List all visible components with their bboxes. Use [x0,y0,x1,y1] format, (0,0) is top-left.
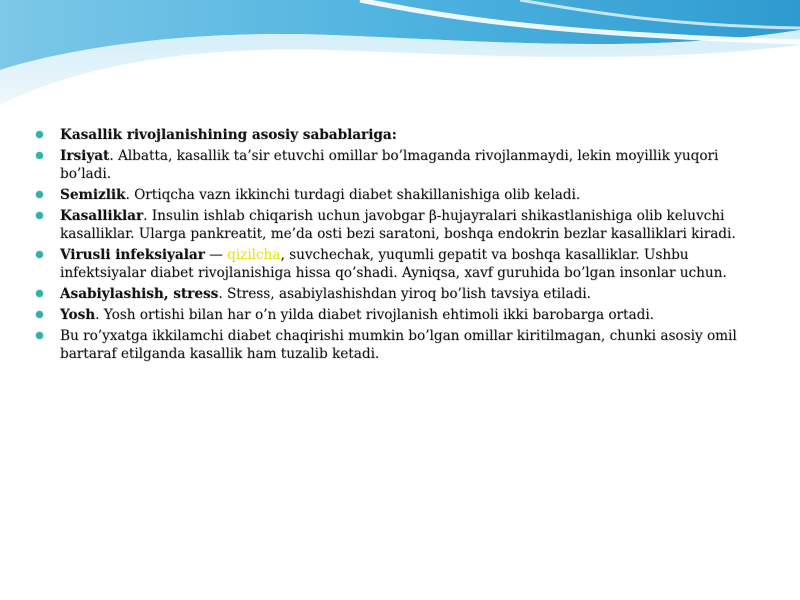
list-item-kasalliklar [36,207,748,243]
bullet-icon [36,131,43,138]
item-bold-text: Kasalliklar [60,208,144,224]
item-text: . Yosh ortishi bilan har o’n yilda diabet rivojlanish ehtimoli ikki barobarga ortadi. [95,307,654,323]
bullet-icon [36,311,43,318]
list-item-yosh [36,306,748,324]
item-text: . Albatta, kasallik ta’sir etuvchi omillar bo’lmaganda rivojlanmaydi, lekin moyillik yuqori bo’ladi. [60,148,719,182]
list-item-heading [36,126,748,144]
header-wave-decoration [0,0,800,110]
bullet-icon [36,251,43,258]
item-bold-text: Virusli infeksiyalar [60,247,205,263]
highlighted-link-text[interactable]: qizilcha [227,247,281,263]
bullet-icon [36,191,43,198]
item-text: , suvchechak, yuqumli gepatit va boshqa kasalliklar. Ushbu infektsiyalar diabet rivojlanishiga hissa qo’shadi. Ayniqsa, xavf guruhida bo’lgan insonlar uchun. [60,247,727,281]
list-item-irsiyat [36,147,748,183]
item-bold-text: Asabiylashish, stress [60,286,219,302]
list-item-note [36,327,748,363]
bullet-icon [36,332,43,339]
item-text: . Stress, asabiylashishdan yiroq bo’lish tavsiya etiladi. [218,286,591,302]
item-text: . Insulin ishlab chiqarish uchun javobgar β-hujayralari shikastlanishiga olib keluvchi kasalliklar. Ularga pankreatit, me’da osti bezi saratoni, boshqa endokrin bezlar kasalliklari kiradi. [60,208,736,242]
item-bold-text: Yosh [60,307,96,323]
list-item-virusli-infeksiyalar [36,246,748,282]
bullet-icon [36,290,43,297]
bullet-icon [36,152,43,159]
cause-list [36,126,748,363]
item-dash: — [204,247,228,263]
slide-content [36,126,748,366]
item-text: . Ortiqcha vazn ikkinchi turdagi diabet shakillanishiga olib keladi. [125,187,581,203]
bullet-icon [36,212,43,219]
item-text: Bu ro’yxatga ikkilamchi diabet chaqirishi mumkin bo’lgan omillar kiritilmagan, chunki asosiy omil bartaraf etilganda kasallik ham tuzalib ketadi. [60,328,737,362]
item-bold-text: Kasallik rivojlanishining asosiy sabablariga: [60,127,397,143]
item-bold-text: Irsiyat [60,148,110,164]
list-item-semizlik [36,186,748,204]
list-item-stress [36,285,748,303]
item-bold-text: Semizlik [60,187,126,203]
